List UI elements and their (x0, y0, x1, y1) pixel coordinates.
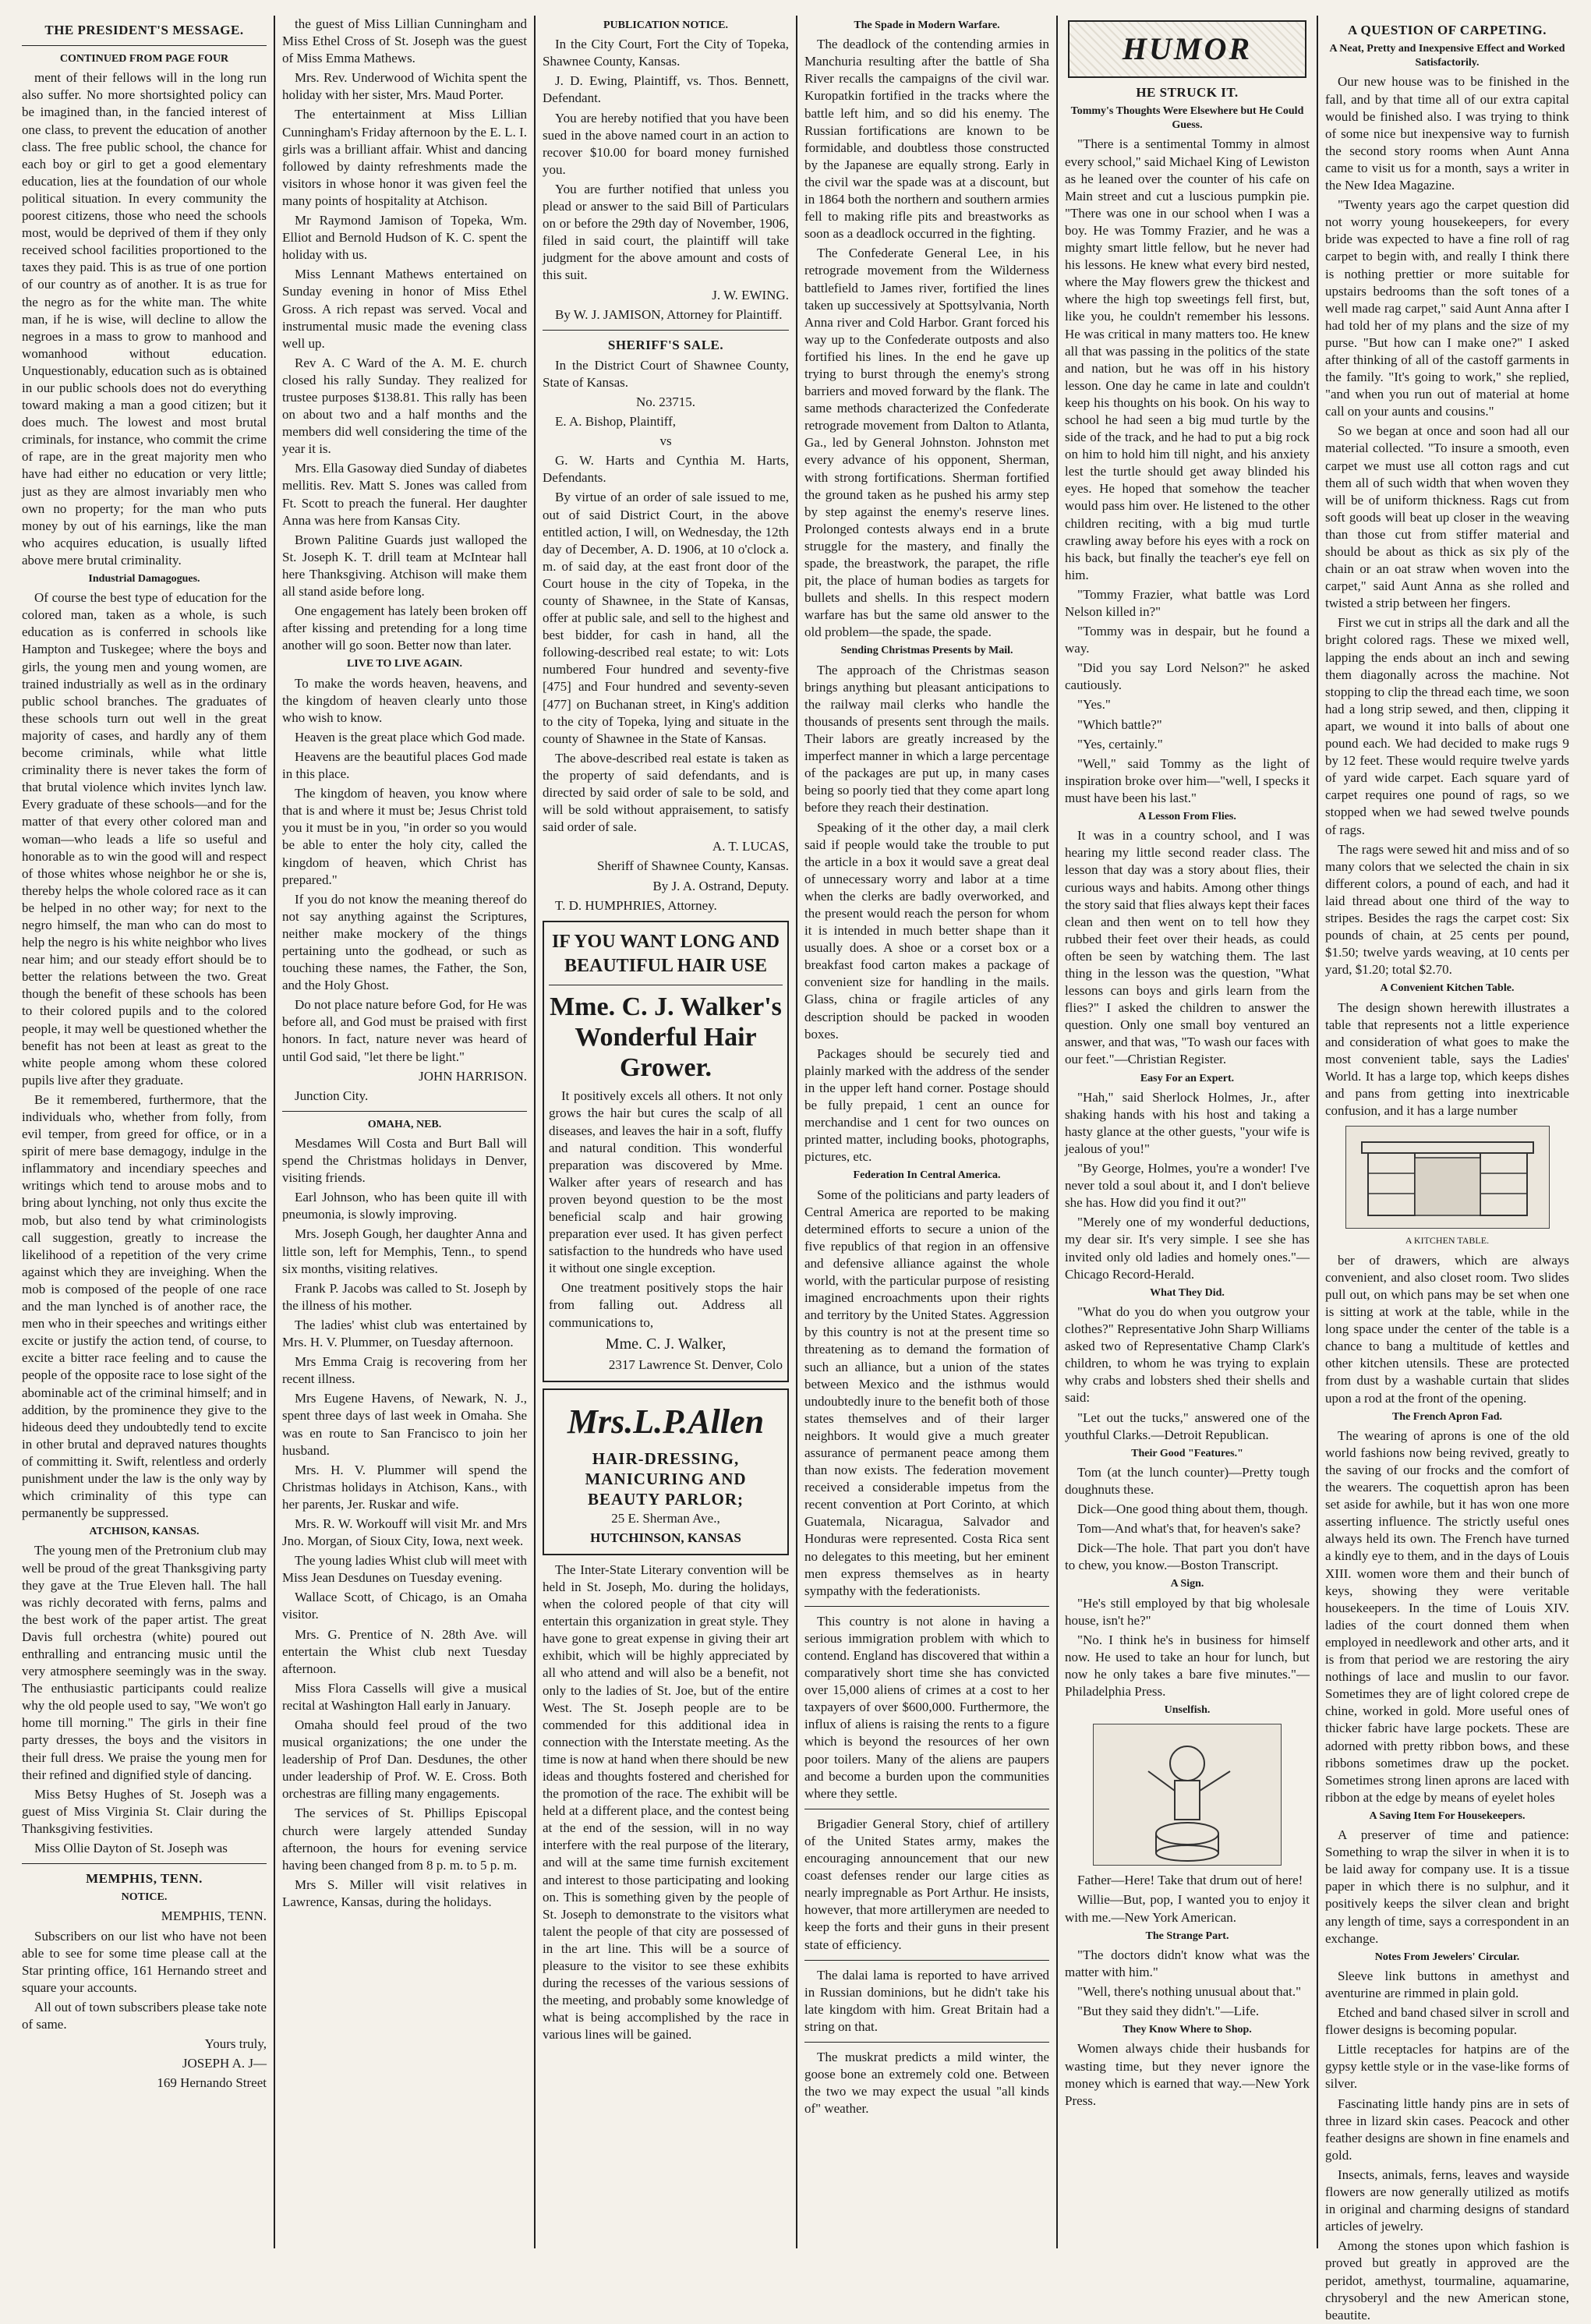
paragraph: "Let out the tucks," answered one of the youthful Clarks.—Detroit Republican. (1065, 1410, 1310, 1442)
walker-hair-ad (543, 921, 789, 1382)
omaha-headline: OMAHA, NEB. (367, 1118, 442, 1130)
paragraph: The muskrat predicts a mild winter, the goose bone an extremely cold one. Between the two we may expect the usual "all kinds of" weather. (804, 2049, 1049, 2117)
paragraph: One engagement has lately been broken off after kissing and pretending for a long time another will go soon. Better now than later. (282, 603, 527, 653)
publication-notice-headline: PUBLICATION NOTICE. (603, 19, 728, 31)
column-4 (798, 16, 1055, 2248)
kitchen-table-illustration (1345, 1126, 1550, 1229)
ad-business-name: Mrs.L.P.Allen (567, 1402, 765, 1441)
paragraph: Little receptacles for hatpins are of the gypsy kettle style or in the vase-like forms of silver. (1325, 2042, 1569, 2092)
ad-address: 25 E. Sherman Ave., (611, 1510, 720, 1526)
paragraph: By virtue of an order of sale issued to me, out of said District Court, in the above entitled action, I will, on Wednesday, the 12th day of December, A. D. 1906, at 10 o'clock a. m. of said day, at the east front door of the Court house in the city of Topeka, in the county of Shawnee, in the State of Kansas, offer at public sale, and sell to the highest and best bidder, for cash in hand, all the following-described real estate; to wit: Lots numbered Four hundred and seventy-five [475] and Four hundred and seventy-seven [477] on Buchanan street, in King's addition to the city of Topeka, lying and situate in the county of Shawnee in the State of Kansas. (543, 490, 789, 746)
paragraph: You are hereby notified that you have been sued in the above named court in an action to recover $10.00 for board money furnished you. (543, 110, 789, 177)
paragraph: The young ladies Whist club will meet with Miss Jean Desdunes on Tuesday evening. (282, 1553, 527, 1586)
signature: J. W. EWING. (712, 287, 789, 302)
paragraph: "The doctors didn't know what was the matter with him." (1065, 1947, 1310, 1979)
signature: A. T. LUCAS, (712, 839, 789, 854)
paragraph: "By George, Holmes, you're a wonder! I've never told a soul about it, and I don't believe she has. How did you find it out?" (1065, 1161, 1310, 1211)
paragraph: "Tommy Frazier, what battle was Lord Nelson killed in?" (1065, 586, 1310, 619)
paragraph: "No. I think he's in business for himself now. He used to take an hour for lunch, but now he only takes a bare five minutes."—Philadelphia Press. (1065, 1632, 1310, 1700)
paragraph: Mrs. R. W. Workouff will visit Mr. and Mrs Jno. Morgan, of Sioux City, Iowa, next week. (282, 1516, 527, 1549)
signature: JOSEPH A. J— (182, 2056, 267, 2071)
paragraph: Fascinating little handy pins are in sets of three in lizard skin cases. Peacock and other feather designs are shown in fine enamels and gold. (1325, 2096, 1569, 2163)
paragraph: Mesdames Will Costa and Burt Ball will spend the Christmas holidays in Denver, visiting friends. (282, 1136, 527, 1186)
paragraph: The ladies' whist club was entertained by Mrs. H. V. Plummer, on Tuesday afternoon. (282, 1317, 527, 1350)
closing: Yours truly, (204, 2036, 267, 2052)
kitchen-table-drawing (1346, 1127, 1549, 1228)
unselfish-headline: Unselfish. (1164, 1704, 1211, 1717)
carpeting-headline: A QUESTION OF CARPETING. (1347, 23, 1547, 37)
paragraph: Miss Lennant Mathews entertained on Sunday evening in honor of Miss Ethel Gross. A rich repast was served. Vocal and instrumental music made the evening class well up. (282, 267, 527, 351)
signature: By J. A. Ostrand, Deputy. (652, 878, 789, 893)
column-rule (534, 16, 536, 2248)
attorney-line: By W. J. JAMISON, Attorney for Plaintiff. (555, 306, 783, 322)
paragraph: Women always chide their husbands for wasting time, but they never ignore the money which is earned that way.—New York Press. (1065, 2041, 1310, 2108)
paragraph: Rev A. C Ward of the A. M. E. church closed his rally Sunday. They realized for trustee purposes $138.81. This rally has been on about two and a half months and the members did well considering the time of the year it is. (282, 355, 527, 457)
paragraph: "Yes." (1077, 697, 1111, 713)
paragraph: "Well, there's nothing unusual about that." (1077, 1984, 1302, 2000)
paragraph: Mrs Emma Craig is recovering from her recent illness. (282, 1354, 527, 1387)
paragraph: Dick—One good thing about them, though. (1077, 1502, 1309, 1517)
paragraph: The above-described real estate is taken as the property of said defendants, and is directed by said order of sale to be sold, and will be sold without appraisement, to satisfy said order of sale. (543, 750, 789, 835)
paragraph: "Yes, certainly." (1077, 736, 1163, 752)
paragraph: Miss Ollie Dayton of St. Joseph was (34, 1841, 228, 1856)
paragraph: "Hah," said Sherlock Holmes, Jr., after shaking hands with his host and taking a hasty glance at the other guests, "your wife is jealous of you!" (1065, 1089, 1310, 1156)
presidents-message-headline: THE PRESIDENT'S MESSAGE. (44, 23, 244, 37)
ad-city: HUTCHINSON, KANSAS (590, 1530, 741, 1545)
subhead: Industrial Damagogues. (88, 573, 200, 585)
paragraph: To make the words heaven, heavens, and the kingdom of heaven clearly unto those who wish to know. (282, 675, 527, 725)
a-sign-headline: A Sign. (1170, 1578, 1204, 1590)
column-2 (276, 16, 533, 2248)
paragraph: "Well," said Tommy as the light of inspiration broke over him—"well, I specks it must have been his last." (1065, 755, 1310, 805)
easy-for-expert-headline: Easy For an Expert. (1140, 1072, 1235, 1084)
lesson-from-flies-headline: A Lesson From Flies. (1138, 811, 1236, 823)
subhead: Tommy's Thoughts Were Elsewhere but He Could Guess. (1070, 105, 1304, 132)
paragraph: Frank P. Jacobs was called to St. Joseph by the illness of his mother. (282, 1280, 527, 1313)
paragraph: ber of drawers, which are always convenient, and also closet room. Two slides pull out, on which pans may be set when one is sitting at work at the table, while in the long space under the center of the table is a chance to bang a multitude of kettles and other kitchen utensils. These are protected from dust by a washable curtain that slides upon a rod at the front of the opening. (1325, 1252, 1569, 1406)
paragraph: All out of town subscribers please take note of same. (22, 1999, 267, 2032)
paragraph: Sleeve link buttons in amethyst and aventurine are rimmed in plain gold. (1325, 1968, 1569, 2000)
paragraph: Mrs Eugene Havens, of Newark, N. J., spent three days of last week in Omaha. She was en route to San Francisco to join her husband. (282, 1391, 527, 1458)
federation-headline: Federation In Central America. (853, 1169, 1001, 1182)
column-rule (274, 16, 275, 2248)
ad-signature: Mme. C. J. Walker, (605, 1335, 727, 1353)
paragraph: Tom (at the lunch counter)—Pretty tough doughnuts these. (1065, 1464, 1310, 1497)
paragraph: The entertainment at Miss Lillian Cunningham's Friday afternoon by the E. L. I. girls was a brilliant affair. Whist and dancing followed by dainty refreshments made the visitors in whose honor it was given feel the many points of hospitality at Atchison. (282, 107, 527, 208)
paragraph: Packages should be securely tied and plainly marked with the address of the sender in the upper left hand corner. Postage should be fully prepaid, 1 cent an ounce for merchandise and 1 cent for two ounces on printed matter, including books, photographs, pictures, etc. (804, 1045, 1049, 1165)
paragraph: Mrs. H. V. Plummer will spend the Christmas holidays in Atchison, Kans., with her parents, Jer. Ruskar and wife. (282, 1462, 527, 1512)
paragraph: The approach of the Christmas season brings anything but pleasant anticipations to the railway mail clerks who handle the thousands of presents sent through the mails. Their labors are greatly increased by the imperfect manner in which a large percentage of the packages are put up, in many cases being so poorly tied that they come apart long before they reach their destination. (804, 662, 1049, 815)
paragraph: In the District Court of Shawnee County, State of Kansas. (543, 357, 789, 390)
paragraph: If you do not know the meaning thereof do not say anything against the Scriptures, neither make mockery of the things pertaining unto the godhead, or such as touching these names, the Father, the Son, and the Holy Ghost. (282, 891, 527, 993)
paragraph: Willie—But, pop, I wanted you to enjoy it with me.—New York American. (1065, 1892, 1310, 1925)
paragraph: Brigadier General Story, chief of artillery of the United States army, makes the encouraging announcement that our new coast defenses render our large cities as nearly impregnable as Port Arthur. He insists, however, that more artillerymen are needed to keep the forts and their guns in their present state of efficiency. (804, 1816, 1049, 1952)
paragraph: The Inter-State Literary convention will be held in St. Joseph, Mo. during the holidays, when the colored people of that city will entertain this organization in great style. They have gone to great expense in giving their art exhibit, which will be highly appreciated by all who attend and will also be a benefit, not only to the ladies of St. Joe, but of the entire West. The St. Joseph people are to be commended for this additional idea in connection with the Interstate meeting. As the time is now at hand when there should be new ideas and thoughts fostered and cherished for the promotion of the race. The exhibit will be held at a different place, and the contest being at the end of the session, will in no way interfere with the real purpose of the literary, and will at the same time furnish excitement and interest to those participating and looking on. This is something given by the people of St. Joseph to demonstrate to the visitors what talent the people of that city are possessed of in the art line. This will be a source of pleasure to the visitor to see these exhibits during the recesses of the various sessions of the meeting, and probably some knowledge of what is being accomplished by the race in various lines will be gained. (543, 1562, 789, 2043)
paragraph: Mrs. Ella Gasoway died Sunday of diabetes mellitis. Rev. Matt S. Jones was called from Ft. Scott to preach the funeral. Her daughter Anna was here from Kansas City. (282, 461, 527, 528)
paragraph: The services of St. Phillips Episcopal church were largely attended Sunday afternoon, the hours for evening service having been changed from 8 p. m. to 5 p. m. (282, 1806, 527, 1873)
address: 169 Hernando Street (157, 2075, 267, 2091)
live-to-live-again-headline: LIVE TO LIVE AGAIN. (346, 658, 463, 670)
ad-headline: IF YOU WANT LONG AND BEAUTIFUL HAIR USE (551, 931, 780, 976)
paragraph: Subscribers on our list who have not been able to see for some time please call at the Star printing office, 161 Hernando street and square your accounts. (22, 1928, 267, 1995)
saving-item-headline: A Saving Item For Housekeepers. (1369, 1809, 1526, 1822)
paragraph: The kingdom of heaven, you know where that is and where it must be; Jesus Christ told you it must be in you, "in order so you would be able to enter the holy city, called the kingdom of heaven, which Christ has prepared." (282, 786, 527, 887)
ad-text: It positively excels all others. It not only grows the hair but cures the scalp of all diseases, and leaves the hair in a soft, fluffy and natural condition. This wonderful preparation was discovered by Mme. Walker after years of research and has proven beyond question to be the most beneficial scalp and hair growing preparation ever used. It has given perfect satisfaction to the hundreds who have used it without one single exception. (549, 1088, 783, 1276)
paragraph: The Confederate General Lee, in his retrograde movement from the Wilderness battlefield to James river, fortified the lines taken up successively at Spottsylvania, North Anna river and Cold Harbor. Grant forced his way up to the Confederate outposts and also fortified his lines. In the end he gave up trying to burst through the enemy's strong barriers and moved forward by the flank. The same methods characterized the Confederate retrograde movement from Dalton to Atlanta, Ga., led by General Johnston. Johnston met every advance of his opponent, Sherman, with strong fortifications. Sherman fortified the ground taken as he pushed his army step by step against the enemy's reserve lines. Prolonged contests always end in a brute struggle for the mastery, and finally the spade, the breastwork, the parapet, the rifle pit, the place of human bodies as targets for bullets and shells. In this respect modern warfare has but the same old answer to the old problem—the spade, the spade. (804, 246, 1049, 640)
continued-note: CONTINUED FROM PAGE FOUR (59, 53, 229, 65)
spade-headline: The Spade in Modern Warfare. (854, 19, 1000, 31)
notice-place: MEMPHIS, TENN. (161, 1908, 267, 1924)
column-6 (1319, 16, 1575, 2322)
versus: vs (659, 433, 672, 449)
humor-logo: HUMOR (1068, 20, 1306, 78)
paragraph: This country is not alone in having a serious immigration problem with which to contend. England has discovered that within a comparatively short time she has convicted over 15,000 aliens of crimes at a cost to her taxpayers of over $600,000. Furthermore, the influx of aliens is raising the rents to a figure which is beyond the resources of her own poor toilers. Many of the aliens are paupers and become a burden upon the communities where they settle. (804, 1613, 1049, 1801)
memphis-headline: MEMPHIS, TENN. (86, 1871, 203, 1887)
paragraph: Mr Raymond Jamison of Topeka, Wm. Elliot and Bernold Hudson of K. C. spent the holiday with us. (282, 213, 527, 263)
paragraph: Dick—The hole. That part you don't have to chew, you know.—Boston Transcript. (1065, 1540, 1310, 1573)
paragraph: "Did you say Lord Nelson?" he asked cautiously. (1065, 660, 1310, 693)
ad-product-name: Mme. C. J. Walker's Wonderful Hair Grower. (550, 992, 782, 1083)
paragraph: Etched and band chased silver in scroll and flower designs is becoming popular. (1325, 2005, 1569, 2038)
paragraph: Some of the politicians and party leaders of Central America are reported to be making determined efforts to secure a union of the five republics of that region in an offensive and defensive alliance against the whole world, with the particular purpose of resisting imagined encroachments upon their rights and territory by the United States. Aggression by this country is not at the present time so threatening as to demand the formation of such an alliance, but a union of the states between Mexico and the isthmus would undoubtedly inure to the benefit both of those states themselves and of their larger neighbors. It would give a much greater assurance of permanent peace among them than now exists. The federation movement received a considerable impetus from the recent convention at Port Corinto, at which Guatemala, Nicaragua, Salvador and Honduras were represented. Costa Rica sent no delegates to this meeting, but her eminent men express themselves as in hearty sympathy with the federationists. (804, 1187, 1049, 1598)
column-rule (796, 16, 797, 2248)
paragraph: Of course the best type of education for the colored man, taken as a whole, is such education as is conferred in schools like Hampton and Tuskegee; where the boys and girls, the young men and young women, are trained industrially as well as in the ordinary public school branches. The graduates of these schools turn out well in the great majority of cases, and hardly any of them become criminals, while what little criminality there is never takes the form of that brutal violence which invites lynch law. Every graduate of these schools—and for the matter of that every other colored man and woman—who leads a life so useful and honorable as to win the good will and respect of those whites whose neighbor he or she is, thereby helps the whole colored race as it can be helped in no other way; for next to the negro himself, the man who can do most to help the negro is his white neighbor who lives near him; and our steady effort should be to better the relations between the two. Great though the benefit of these schools has been to their colored pupils and to the colored people, it may well be questioned whether the benefit has not been at least as great to the white people among whom these colored pupils live after they graduate. (22, 590, 267, 1088)
column-5 (1059, 16, 1316, 2248)
paragraph: "Tommy was in despair, but he found a way. (1065, 624, 1310, 656)
column-1 (16, 16, 273, 2248)
ad-services: HAIR-DRESSING, MANICURING AND BEAUTY PARLOR; (585, 1449, 747, 1509)
drum-boy-illustration (1093, 1724, 1282, 1866)
paragraph: Miss Betsy Hughes of St. Joseph was a guest of Miss Virginia St. Clair during the Thanksgiving festivities. (22, 1786, 267, 1836)
paragraph: Do not place nature before God, for He was before all, and God must be praised with first honors. In fact, nature never was heard of until God said, "let there be light." (282, 997, 527, 1064)
column-rule (1056, 16, 1058, 2248)
paragraph: "There is a sentimental Tommy in almost every school," said Michael King of Lewiston as he leaned over the counter of his cafe on Main street and cut a luscious pumpkin pie. "There was one in our school when I was a boy. He was Tommy Frazier, and he was a mighty smart little fellow, but he never had his lessons. He knew what every bird nested, where the May flowers grew the thickest and where the high top sweetings fell first, but, like you, he couldn't remember his lessons. He was critical in many matters too. He knew all that was passing in the politics of the state and nation, but he was off in his history lesson. One day he came in late and couldn't keep his thoughts on his book. On his way to school he had seen a big mud turtle by the side of the track, and he had to put a big rock on him to hold him till night, and his anxiety lest the turtle should get away blinded his eyes. He hoped that somehow the teacher would pass him over. He listened to the other children reciting, with a big mud turtle crawling away before his eyes with a rock on his back, but finally the teacher's eye fell on him. (1065, 136, 1310, 582)
paragraph: Insects, animals, ferns, leaves and wayside flowers are now generally utilized as motifs in original and charming designs of standard articles of jewelry. (1325, 2167, 1569, 2234)
paragraph: The design shown herewith illustrates a table that represents not a little experience and consideration of what goes to make the most convenient table, says the Ladies' World. It has a large top, which keeps dishes and pans from getting into inextricable confusion, and it has a large number (1325, 999, 1569, 1119)
paragraph: Heaven is the great place which God made. (295, 729, 525, 745)
paragraph: Brown Palitine Guards just walloped the St. Joseph K. T. drill team at McIntear hall here Thanksgiving. Atchison will make them all stand aside before long. (282, 532, 527, 599)
paragraph: "What do you do when you outgrow your clothes?" Representative John Sharp Williams asked two of Representative Champ Clark's children, to whom he was trying to explain why crabs and lobsters shed their shells and said: (1065, 1303, 1310, 1406)
ad-text: One treatment positively stops the hair from falling out. Address all communications to, (549, 1280, 783, 1330)
illustration-caption: A KITCHEN TABLE. (1405, 1235, 1490, 1247)
ad-address: 2317 Lawrence St. Denver, Colo (608, 1357, 783, 1372)
good-features-headline: Their Good "Features." (1131, 1447, 1243, 1459)
paragraph: You are further notified that unless you plead or answer to the said Bill of Particulars on or before the 29th day of November, 1906, filed in said court, the plaintiff will take judgment for the above amount and costs of this suit. (543, 181, 789, 283)
paragraph: G. W. Harts and Cynthia M. Harts, Defendants. (543, 453, 789, 486)
paragraph: J. D. Ewing, Plaintiff, vs. Thos. Bennett, Defendant. (543, 73, 789, 106)
dateline: Junction City. (295, 1088, 369, 1103)
paragraph: "Twenty years ago the carpet question did not worry young housekeepers, for every bride was expected to have a fine roll of rag carpet to begin with, and really I think there is nothing prettier or more suitable for upstairs bedrooms than the soft tones of a well made rag carpet," said Aunt Anna after I had told her of my plans and the size of my purse. "But how can I make one?" I asked after thinking of all of the castoff garments in the family. "It's going to work," she replied, "and when you run out of material at home call on your aunts and cousins." (1325, 197, 1569, 419)
christmas-mail-headline: Sending Christmas Presents by Mail. (840, 645, 1013, 657)
what-they-did-headline: What They Did. (1150, 1286, 1225, 1299)
paragraph: ment of their fellows will in the long run also suffer. No more shortsighted policy can be imagined than, in the fancied interest of one class, to prevent the education of another class. The free public school, the chance for each boy or girl to get a good elementary education, lies at the foundation of our whole political situation. In every community the poorest citizens, those who need the schools most, would be deprived of them if they only received school facilities proportioned to the taxes they paid. This is as true of one portion of our country as of another. It is as true for the negro as for the white man. The white man, if he is wise, will decline to allow the negroes in a mass to grow to manhood and womanhood without education. Unquestionably, education such as is obtained in our public schools does not do everything toward making a man a good citizen; but it does much. The lowest and most brutal criminals, for instance, who commit the crime of rape, are in the great majority men who have had either no education or very little; just as they are almost invariably men who own no property; for the man who puts money by out of his earnings, like the man who acquires education, is usually lifted above mere brutal criminality. (22, 70, 267, 568)
drum-boy-drawing (1094, 1724, 1281, 1865)
strange-part-headline: The Strange Part. (1145, 1930, 1229, 1942)
paragraph: Heavens are the beautiful places God made in this place. (282, 748, 527, 782)
paragraph: It was in a country school, and I was hearing my little second reader class. The lesson that day was a story about flies, their curious ways and habits. Among other things the story said that flies always kept their faces clean and then went on to tell how they rubbed their feet over their heads, as could often be seen by watching them. The last thing in the lesson was the question, "What lessons can boys and girls learn from the flies?" I asked the children to answer the question. Only one small boy ventured an answer, and that was, "To wash our faces with our feet."—Christian Register. (1065, 828, 1310, 1067)
paragraph: First we cut in strips all the dark and all the bright colored rags. These we mixed well, lapping the ends about an inch and sewing them diagonally across the machine. Not stopping to clip the thread each time, we soon had a long strip sewed, and then, clipping it apart, we wound it into balls of about one pound each. We had decided to make rugs 9 by 12 feet. These would require twelve yards of yard wide carpet. Each square yard of carpet requires one pound of rags, so we stopped when we had sewed twelve pounds of rags. (1325, 615, 1569, 837)
notice-headline: NOTICE. (121, 1891, 168, 1904)
paragraph: Father—Here! Take that drum out of here! (1077, 1873, 1303, 1888)
paragraph: Earl Johnson, who has been quite ill with pneumonia, is slowly improving. (282, 1190, 527, 1222)
french-apron-headline: The French Apron Fad. (1391, 1410, 1503, 1423)
column-rule (1317, 16, 1318, 2248)
sheriffs-sale-headline: SHERIFF'S SALE. (607, 337, 724, 352)
subhead: A Neat, Pretty and Inexpensive Effect and Worked Satisfactorily. (1329, 43, 1565, 69)
paragraph: E. A. Bishop, Plaintiff, (555, 414, 677, 430)
paragraph: Omaha should feel proud of the two musical organizations; the one under the leadership of Prof Dan. Desdunes, the other under leadership of Prof. W. E. Cross. Both orchestras are filling many engagements. (282, 1717, 527, 1802)
paragraph: "He's still employed by that big wholesale house, isn't he?" (1065, 1595, 1310, 1628)
paragraph: The rags were sewed hit and miss and of so many colors that we selected the chain in six different colors, a pound of each, and had it laid thread about one third of the way to stripes. Besides the rags the carpet cost: Six pounds of chain, at 25 cents per pound, $1.50; twelve yards weaving, at 10 cents per yard, $1.20; total $2.70. (1325, 841, 1569, 978)
column-3 (536, 16, 795, 2248)
paragraph: "Which battle?" (1077, 716, 1162, 732)
atchison-headline: ATCHISON, KANSAS. (89, 1526, 200, 1538)
jewelers-notes-headline: Notes From Jewelers' Circular. (1374, 1951, 1520, 1963)
case-number: No. 23715. (635, 394, 696, 409)
paragraph: In the City Court, Fort the City of Topeka, Shawnee County, Kansas. (543, 37, 789, 69)
paragraph: Wallace Scott, of Chicago, is an Omaha visitor. (282, 1590, 527, 1622)
paragraph: Tom—And what's that, for heaven's sake? (1077, 1521, 1301, 1537)
signature: JOHN HARRISON. (419, 1068, 527, 1084)
paragraph: So we began at once and soon had all our material collected. "To insure a smooth, even carpet we must use all cotton rags and cut them all of such width that when woven they will be of uniform thickness. Rags cut from soft goods will beat up closer in the weaving than those cut from stiffer material and should be about as thick as six ply of the chain or an oat straw when woven into the carpet," said Aunt Anna as she rolled and twisted a strip between her fingers. (1325, 423, 1569, 611)
know-where-to-shop-headline: They Know Where to Shop. (1123, 2024, 1252, 2036)
paragraph: The young men of the Pretronium club may well be proud of the great Thanksgiving party they gave at the True Eleven hall. The hall was richly decorated with ferns, palms and the best work of the paper artist. The great Davis full orchestra (white) poured out enthralling and entrancing music until the very atmosphere seemingly was in the sway. The enthusiastic participants could realize why the old people used to say, "We won't go home till morning." The girls in their fine party dresses, the boys and the visitors in their full dress. We praise the young men for their refined and dignified style of dancing. (22, 1543, 267, 1782)
paragraph: "But they said they didn't."—Life. (1077, 2004, 1260, 2019)
paragraph: Mrs. Rev. Underwood of Wichita spent the holiday with her sister, Mrs. Maud Porter. (282, 70, 527, 103)
paragraph: Mrs. G. Prentice of N. 28th Ave. will entertain the Whist club next Tuesday afternoon. (282, 1626, 527, 1676)
newspaper-page (16, 16, 1575, 2322)
allen-parlor-ad (543, 1388, 789, 1555)
paragraph: Miss Flora Cassells will give a musical recital at Washington Hall early in January. (282, 1680, 527, 1713)
kitchen-table-headline: A Convenient Kitchen Table. (1380, 982, 1515, 995)
attorney-line: T. D. HUMPHRIES, Attorney. (555, 897, 717, 913)
paragraph: the guest of Miss Lillian Cunningham and Miss Ethel Cross of St. Joseph was the guest of Miss Emma Mathews. (282, 16, 527, 66)
signature: Sheriff of Shawnee County, Kansas. (597, 858, 789, 874)
paragraph: Mrs S. Miller will visit relatives in Lawrence, Kansas, during the holidays. (282, 1877, 527, 1909)
paragraph: Be it remembered, furthermore, that the individuals who, whether from folly, from evil temper, from greed for office, or in a spirit of mere base demagogy, indulge in the inflammatory and incendiary speeches and writings which tend to arouse mobs and to bring about lynching, not only thus excite the mob, but also tend by what criminologists call suggestion, greatly to increase the likelihood of a repetition of the very crime against which they are inveighing. When the mob is composed of the people of one race and the man lynched is of another race, the men who in their speeches and writings either excite or justify the action tend, of course, to excite a bitter race feeling and to cause the people of the opposite race to lose sight of the abominable act of the criminal himself; and in addition, by the prominence they give to the hideous deed they undoubtedly tend to excite in other brutal and depraved natures thoughts of committing it. Swift, relentless and orderly punishment under the law is the only way by which criminality of this type can permanently be suppressed. (22, 1091, 267, 1521)
paragraph: The deadlock of the contending armies in Manchuria resulting after the battle of Sha River recalls the campaigns of the civil war. Kuropatkin fortified in the tracks where the battle left him, and so did his enemy. The Russian fortifications are known to be formidable, and doubtless those constructed by the Japanese are equally strong. Early in the civil war the spade was at a discount, but in 1864 both the northern and southern armies fell to making rifle pits and breastworks as soon as a deadlock occurred in the fighting. (804, 37, 1049, 242)
paragraph: "Merely one of my wonderful deductions, my dear sir. It's very simple. I see she has invited only old ladies and homely ones."—Chicago Record-Herald. (1065, 1215, 1310, 1282)
paragraph: A preserver of time and patience: Something to wrap the silver in when it is to be laid away for company use. It is a tissue paper in which there is no sulphur, and it positively keeps the silver clean and bright any length of time, says a correspondent in an exchange. (1325, 1827, 1569, 1946)
paragraph: Our new house was to be finished in the fall, and by that time all of our extra capital would be finished also. I was trying to think of some nice but inexpensive way to furnish the second story rooms when Aunt Anna came to visit us for a month, says a writer in the New Idea Magazine. (1325, 74, 1569, 193)
paragraph: Mrs. Joseph Gough, her daughter Anna and little son, left for Memphis, Tenn., to spend six months, visiting relatives. (282, 1226, 527, 1276)
paragraph: The dalai lama is reported to have arrived in Russian dominions, but he didn't take his late kingdom with him. Great Britain had a string on that. (804, 1967, 1049, 2034)
paragraph: Among the stones upon which fashion is proved but greatly in approved are the peridot, amethyst, tourmaline, aquamarine, chrysoberyl and the new American stone, beautite. (1325, 2238, 1569, 2322)
paragraph: The wearing of aprons is one of the old world fashions now being revived, greatly to the saving of our frocks and the comfort of the wearers. The coquettish apron has been set aside for awhile, but it has won one more asserting influence. The strictly useful ones always held its own. The French have turned a kindly eye to them, and in the days of Louis XIII. women wore them and their bunch of keys, showing they were veritable housekeepers. In the time of Louis XIV. ladies of the court donned them when employed in needlework and other arts, and it is from that period we are restoring the airy nothings of lace and muslin to our favor. Sometimes they are of light colored crepe de chine, worked in gold. More useful ones of thicker fabric have large pockets. These are adorned with pretty ribbon bows, and these ribbons sometimes draw up the pocket. Sometimes strong linen aprons are laced with ribbon at the edge by means of eyelet holes (1325, 1427, 1569, 1805)
he-struck-it-headline: HE STRUCK IT. (1136, 85, 1239, 100)
paragraph: Speaking of it the other day, a mail clerk said if people would take the trouble to put the article in a box it would save a great deal of unnecessary worry and labor at a time when the clerks are badly overworked, and the present would reach the person for whom it is intended in much better shape than it usually does. A shoe or a corset box or a breakfast food carton makes a package of convenient size for handling in the mails. Glass, china or fragile articles of any description should be packed in wooden boxes. (804, 819, 1049, 1042)
